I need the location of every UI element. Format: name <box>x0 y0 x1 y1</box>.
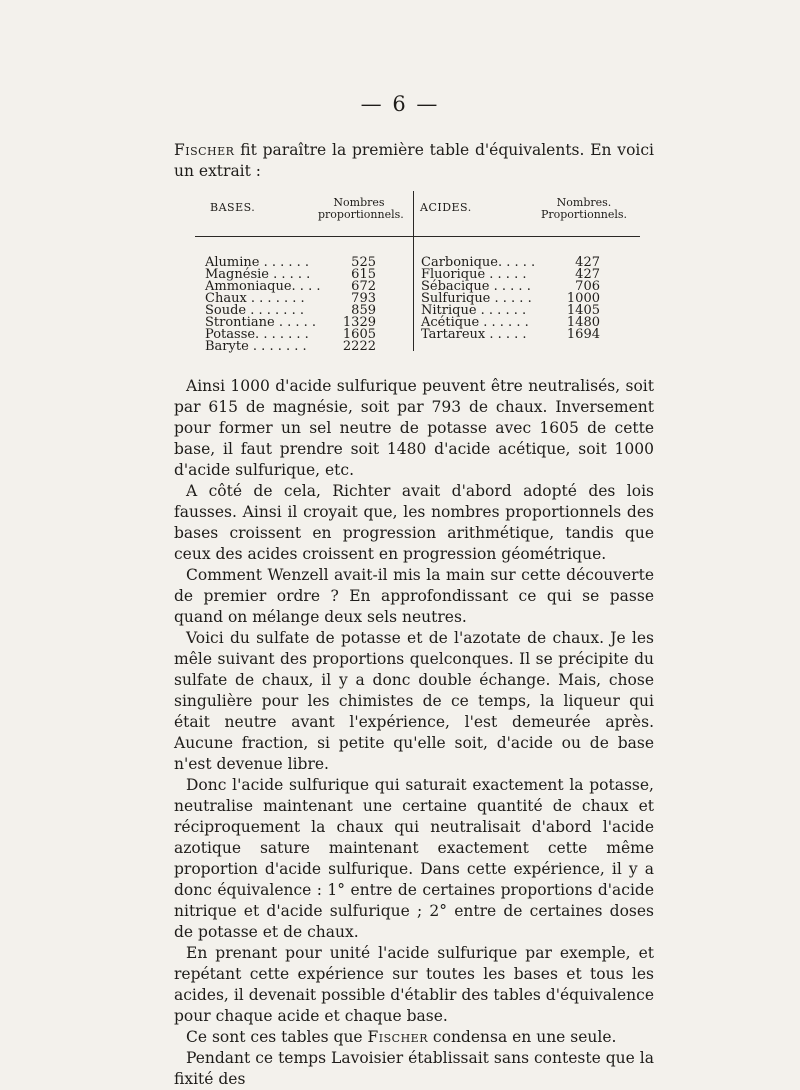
acid-name: Acétique . . . . . . <box>421 315 529 330</box>
intro-paragraph <box>174 140 654 182</box>
table-vertical-rule <box>413 191 414 351</box>
acid-value: 1000 <box>566 291 600 306</box>
bases-header: BASES. <box>210 201 256 214</box>
base-name: Alumine . . . . . . <box>205 255 310 270</box>
paragraph: Donc l'acide sulfurique qui saturait exactement la potasse, neutralise maintenant une certaine quantité de chaux et réciproquement la chaux qui neutralisait d'abord l'acide azotique sature maintenant exactement cette même proportion d'acide sulfurique. Dans cette expérience, il y a donc équivalence : 1° entre de certaines proportions d'acide nitrique et d'acide sulfurique ; 2° entre de certaines doses de potasse et de chaux. <box>174 776 654 941</box>
acid-value: 1694 <box>566 327 600 342</box>
base-name: Ammoniaque. . . . <box>205 279 321 294</box>
base-value: 525 <box>351 255 376 270</box>
base-name: Soude . . . . . . . <box>205 303 304 318</box>
table-horizontal-rule <box>195 236 640 237</box>
author-name: Fischer <box>367 1028 428 1046</box>
bases-names-column <box>205 257 325 353</box>
acid-value: 1480 <box>566 315 600 330</box>
paragraph: Voici du sulfate de potasse et de l'azotate de chaux. Je les mêle suivant des proportions quelconques. Il se précipite du sulfate de chaux, il y a donc double échange. Mais, chose singulière pour les chimistes de ce temps, la liqueur qui était neutre avant l'expérience, l'est demeurée après. Aucune fraction, si petite qu'elle soit, d'acide ou de base n'est devenue libre. <box>174 629 654 773</box>
base-value: 1605 <box>342 327 376 342</box>
paragraph: Comment Wenzell avait-il mis la main sur cette découverte de premier ordre ? En approfondissant ce qui se passe quand on mélange deux sels neutres. <box>174 566 654 626</box>
paragraph: A côté de cela, Richter avait d'abord adopté des lois fausses. Ainsi il croyait que, les nombres proportionnels des bases croissent en progression arithmétique, tandis que ceux des acides croissent en progression géométrique. <box>174 482 654 563</box>
acid-value: 427 <box>575 267 600 282</box>
acid-name: Fluorique . . . . . <box>421 267 527 282</box>
bases-values-column <box>330 257 376 353</box>
acids-values-column <box>548 257 600 341</box>
last-line: Pendant ce temps Lavoisier établissait sans conteste que la fixité des <box>174 1049 654 1088</box>
paragraph: En prenant pour unité l'acide sulfurique par exemple, et repétant cette expérience sur toutes les bases et tous les acides, il devenait possible d'établir des tables d'équivalence pour chaque acide et chaque base. <box>174 944 654 1025</box>
acids-names-column <box>421 257 541 341</box>
acid-name: Tartareux . . . . . <box>421 327 527 342</box>
acid-name: Sébacique . . . . . <box>421 279 531 294</box>
base-name: Strontiane . . . . . <box>205 315 317 330</box>
closing-text-after: condensa en une seule. <box>428 1028 617 1046</box>
base-value: 1329 <box>342 315 376 330</box>
base-value: 859 <box>351 303 376 318</box>
acid-name: Nitrique . . . . . . <box>421 303 527 318</box>
base-name: Chaux . . . . . . . <box>205 291 305 306</box>
base-value: 615 <box>351 267 376 282</box>
acid-value: 427 <box>575 255 600 270</box>
intro-text: fit paraître la première table d'équivalents. En voici un extrait : <box>174 141 654 180</box>
base-name: Magnésie . . . . . <box>205 267 311 282</box>
acid-name: Carbonique. . . . . <box>421 255 536 270</box>
base-value: 793 <box>351 291 376 306</box>
base-value: 672 <box>351 279 376 294</box>
base-name: Potasse. . . . . . . <box>205 327 309 342</box>
closing-paragraph <box>174 1027 654 1048</box>
closing-text-before: Ce sont ces tables que <box>186 1028 368 1046</box>
base-value: 2222 <box>342 339 376 354</box>
paragraph: Ainsi 1000 d'acide sulfurique peuvent être neutralisés, soit par 615 de magnésie, soit par 793 de chaux. Inversement pour former un sel neutre de potasse avec 1605 de cette base, il faut prendre soit 1480 d'acide acétique, soit 1000 d'acide sulfurique, etc. <box>174 377 654 479</box>
body-text <box>174 376 654 1090</box>
base-name: Baryte . . . . . . . <box>205 339 307 354</box>
acid-value: 1405 <box>566 303 600 318</box>
acid-name: Sulfurique . . . . . <box>421 291 532 306</box>
acids-numbers-header: Nombres. Proportionnels. <box>540 196 628 221</box>
acid-value: 706 <box>575 279 600 294</box>
author-name: Fischer <box>174 141 235 159</box>
bases-numbers-header: Nombres proportionnels. <box>318 196 404 221</box>
acids-header: ACIDES. <box>420 201 472 214</box>
page-number: — 6 — <box>360 92 440 116</box>
